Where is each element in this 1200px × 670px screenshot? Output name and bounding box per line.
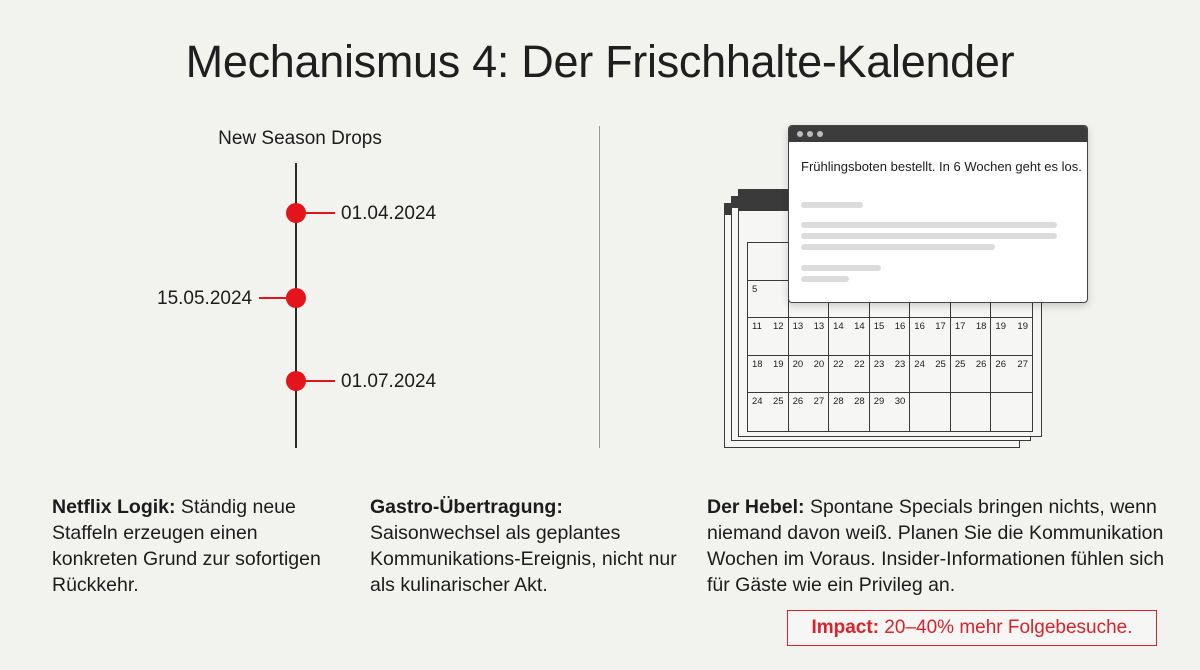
calendar-day-number: 28 xyxy=(833,396,844,408)
calendar-day-number: 30 xyxy=(894,396,906,408)
calendar-day-cell xyxy=(991,318,1032,356)
calendar-day-cell xyxy=(748,393,789,431)
lever-body: Spontane Specials bringen nichts, wenn niemand davon weiß. Planen Sie die Kommunikation Wochen im Voraus. Insider-Informationen fühlen sich für Gäste wie ein Privileg an. xyxy=(707,496,1165,596)
calendar-day-number: 26 xyxy=(975,358,987,370)
calendar-day-cell xyxy=(789,356,830,394)
timeline-marker-2 xyxy=(286,288,306,308)
calendar-day-number: 25 xyxy=(954,358,966,370)
calendar-day-number: 27 xyxy=(813,396,825,408)
calendar-day-number: 26 xyxy=(792,396,804,408)
calendar-day-number: 14 xyxy=(854,321,865,333)
calendar-day-cell xyxy=(748,243,789,281)
timeline-connector-1 xyxy=(305,212,335,214)
timeline-date-2: 15.05.2024 xyxy=(157,288,253,309)
timeline-title: New Season Drops xyxy=(218,128,382,149)
calendar-day-cell xyxy=(829,393,870,431)
calendar-day-number: 16 xyxy=(894,321,906,333)
lever-text xyxy=(707,494,1175,598)
calendar-day-number: 19 xyxy=(772,358,784,370)
notification-window xyxy=(788,125,1088,303)
calendar-day-number: 22 xyxy=(833,358,844,370)
calendar-day-cell xyxy=(789,393,830,431)
window-dot-icon xyxy=(817,131,823,137)
calendar-day-cell xyxy=(910,393,951,431)
calendar-day-number: 29 xyxy=(873,396,885,408)
window-dot-icon xyxy=(807,131,813,137)
calendar-day-number: 15 xyxy=(873,321,885,333)
impact-value: 20–40% mehr Folgebesuche. xyxy=(879,617,1133,638)
calendar-day-number: 28 xyxy=(854,396,865,408)
timeline-connector-2 xyxy=(259,297,287,299)
calendar-day-cell xyxy=(748,356,789,394)
calendar-day-number: 18 xyxy=(975,321,987,333)
timeline-marker-3 xyxy=(286,371,306,391)
calendar-day-number: 26 xyxy=(995,358,1006,370)
calendar-day-number: 20 xyxy=(813,358,825,370)
impact-label: Impact: xyxy=(811,617,880,638)
placeholder-line xyxy=(801,244,995,250)
calendar-day-number: 14 xyxy=(833,321,844,333)
calendar-day-cell xyxy=(951,393,992,431)
calendar-day-number: 19 xyxy=(995,321,1006,333)
calendar-day-cell xyxy=(748,281,789,319)
calendar-day-number: 24 xyxy=(914,358,925,370)
window-dot-icon xyxy=(797,131,803,137)
lever-label: Der Hebel: xyxy=(707,496,805,518)
placeholder-line xyxy=(801,202,863,208)
calendar-day-cell xyxy=(951,318,992,356)
calendar-day-cell xyxy=(910,318,951,356)
calendar-day-number: 16 xyxy=(914,321,925,333)
placeholder-line xyxy=(801,265,881,271)
calendar-day-number: 17 xyxy=(954,321,966,333)
calendar-day-number: 22 xyxy=(854,358,865,370)
calendar-day-cell xyxy=(951,356,992,394)
calendar-day-cell xyxy=(910,356,951,394)
window-title-bar xyxy=(789,126,1087,142)
calendar-day-cell xyxy=(789,318,830,356)
notification-message: Frühlingsboten bestellt. In 6 Wochen geht es los. xyxy=(801,159,1082,174)
gastro-transfer-text xyxy=(370,494,680,598)
timeline-date-1: 01.04.2024 xyxy=(341,203,437,224)
calendar-day-number: 13 xyxy=(813,321,825,333)
netflix-logic-label: Netflix Logik: xyxy=(52,496,176,518)
calendar-day-cell xyxy=(748,318,789,356)
calendar-day-number: 27 xyxy=(1017,358,1028,370)
calendar-day-number: 20 xyxy=(792,358,804,370)
calendar-day-number: 24 xyxy=(752,396,763,408)
calendar-day-number: 13 xyxy=(792,321,804,333)
calendar-day-number: 25 xyxy=(935,358,946,370)
placeholder-line xyxy=(801,233,1057,239)
calendar-day-number: 18 xyxy=(752,358,763,370)
placeholder-line xyxy=(801,276,849,282)
calendar-day-cell xyxy=(870,393,911,431)
calendar-day-number: 12 xyxy=(772,321,784,333)
calendar-day-number: 25 xyxy=(772,396,784,408)
column-divider xyxy=(599,126,600,448)
calendar-day-cell xyxy=(991,393,1032,431)
calendar-day-cell xyxy=(870,318,911,356)
calendar-day-number: 19 xyxy=(1017,321,1028,333)
calendar-day-cell xyxy=(991,356,1032,394)
timeline-marker-1 xyxy=(286,203,306,223)
calendar-day-cell xyxy=(829,356,870,394)
netflix-logic-text xyxy=(52,494,322,598)
gastro-transfer-label: Gastro-Übertragung: xyxy=(370,496,563,518)
calendar-day-number: 5 xyxy=(752,283,758,295)
netflix-logic-body: Ständig neue Staffeln erzeugen einen konkreten Grund zur sofortigen Rückkehr. xyxy=(52,496,321,596)
calendar-day-number: 23 xyxy=(873,358,885,370)
calendar-day-cell xyxy=(870,356,911,394)
placeholder-line xyxy=(801,222,1057,228)
timeline-date-3: 01.07.2024 xyxy=(341,371,437,392)
calendar-day-number: 11 xyxy=(752,321,762,333)
impact-badge xyxy=(787,610,1157,646)
calendar-day-cell xyxy=(829,318,870,356)
calendar-day-number: 17 xyxy=(935,321,946,333)
calendar-day-number: 23 xyxy=(894,358,906,370)
gastro-transfer-body: Saisonwechsel als geplantes Kommunikations-Ereignis, nicht nur als kulinarischer Akt. xyxy=(370,522,677,596)
timeline-connector-3 xyxy=(305,380,335,382)
page-title: Mechanismus 4: Der Frischhalte-Kalender xyxy=(185,36,1015,87)
